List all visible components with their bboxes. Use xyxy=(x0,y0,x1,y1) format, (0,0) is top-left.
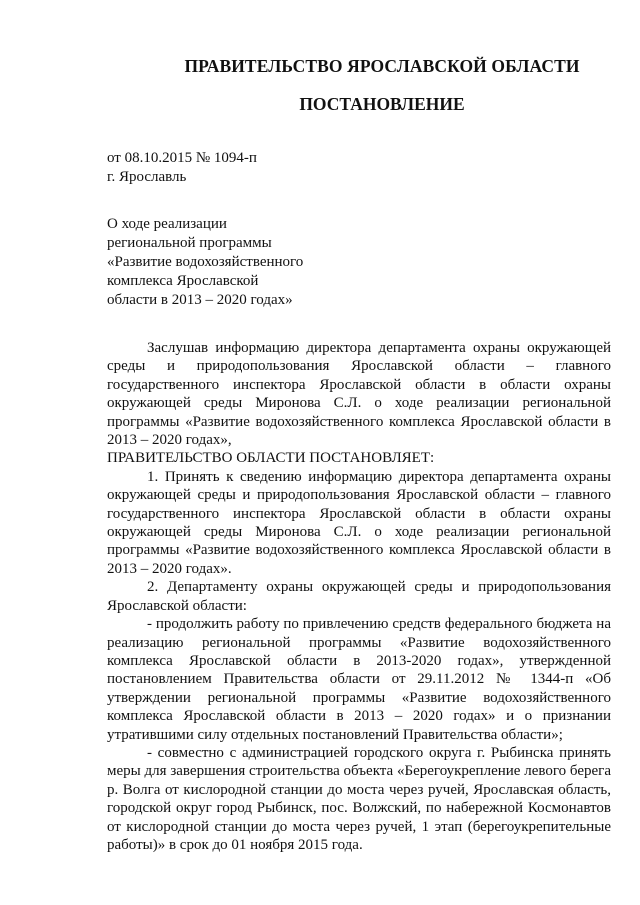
item-2-subitem: - совместно с администрацией городского округа г. Рыбинска принять меры для завершения строительства объекта «Берегоукрепление левого берега р. Волга от кислородной станции до моста через ручей, Ярославская область, городской округ город Рыбинск, пос. Волжский, по набережной Космонавтов от кислородной станции до моста через ручей, 1 этап (берегоукрепительные работы)» в срок до 01 ноября 2015 года. xyxy=(107,744,611,853)
date-number: от 08.10.2015 № 1094-п xyxy=(107,150,257,166)
subject-line: О ходе реализации xyxy=(107,216,227,232)
city: г. Ярославль xyxy=(107,169,187,185)
document-body xyxy=(107,339,611,854)
intro-paragraph: Заслушав информацию директора департамента охраны окружающей среды и природопользования Ярославской области – главного государственного инспектора Ярославской области в области охраны окружающей среды Миронова С.Л. о ходе реализации региональной программы «Развитие водохозяйственного комплекса Ярославской области в 2013 – 2020 годах», xyxy=(107,340,611,449)
document-meta xyxy=(107,149,257,187)
subject-line: «Развитие водохозяйственного xyxy=(107,254,304,270)
government-title: ПРАВИТЕЛЬСТВО ЯРОСЛАВСКОЙ ОБЛАСТИ xyxy=(184,56,580,76)
subject-line: области в 2013 – 2020 годах» xyxy=(107,292,293,308)
item-2: 2. Департаменту охраны окружающей среды и природопользования Ярославской области: xyxy=(107,579,611,614)
item-1: 1. Принять к сведению информацию директора департамента охраны окружающей среды и природопользования Ярославской области – главного государственного инспектора Ярославской области в области охраны окружающей среды Миронова С.Л. о ходе реализации региональной программы «Развитие водохозяйственного комплекса Ярославской области в 2013 – 2020 годах». xyxy=(107,468,611,577)
item-2-subitem: - продолжить работу по привлечению средств федерального бюджета на реализацию региональной программы «Развитие водохозяйственного комплекса Ярославской области в 2013-2020 годах», утвержденной постановлением Правительства области от 29.11.2012 № 1344-п «Об утверждении региональной программы «Развитие водохозяйственного комплекса Ярославской области в 2013 – 2020 годах» и о признании утратившими силу отдельных постановлений Правительства области»; xyxy=(107,616,611,743)
resolve-heading: ПРАВИТЕЛЬСТВО ОБЛАСТИ ПОСТАНОВЛЯЕТ: xyxy=(107,450,435,467)
subject-line: региональной программы xyxy=(107,235,272,251)
document-type-title: ПОСТАНОВЛЕНИЕ xyxy=(299,94,465,114)
subject-line: комплекса Ярославской xyxy=(107,273,259,289)
document-subject xyxy=(107,215,303,310)
